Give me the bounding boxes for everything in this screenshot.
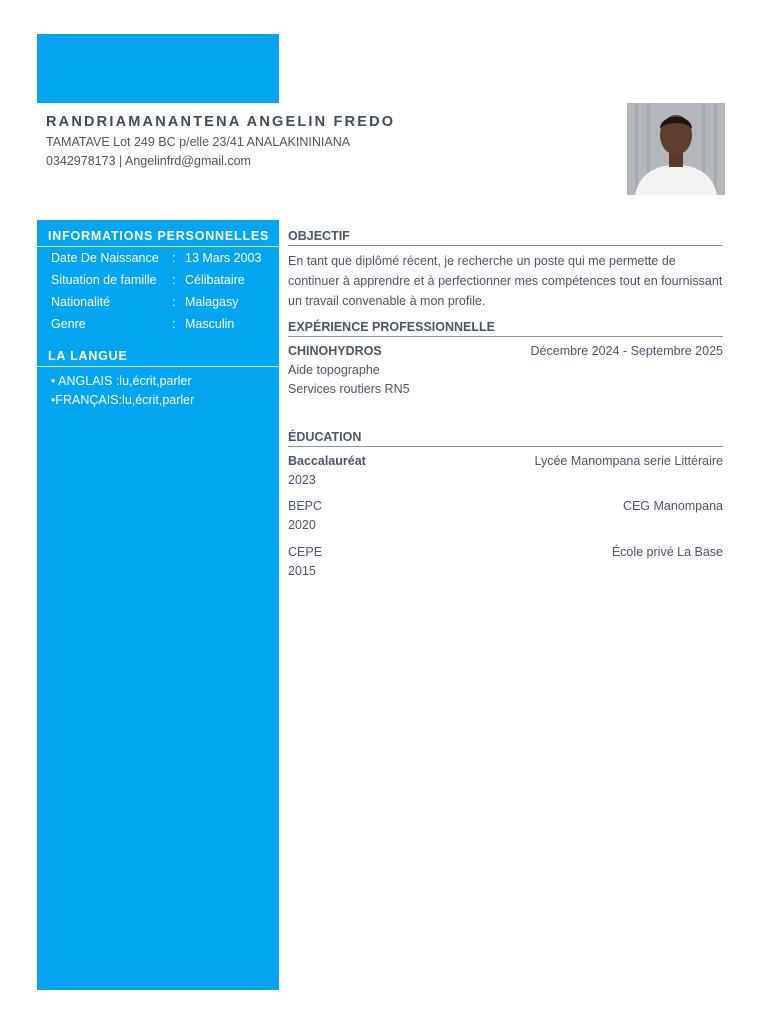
info-separator: : [172, 251, 176, 265]
info-value: Malagasy [185, 295, 239, 309]
experience-heading: EXPÉRIENCE PROFESSIONNELLE [288, 320, 723, 337]
sidebar-panel [37, 220, 279, 990]
education-year: 2015 [288, 564, 316, 578]
info-value: Célibataire [185, 273, 245, 287]
education-degree: CEPE [288, 545, 323, 559]
header-accent-block [37, 34, 279, 103]
info-separator: : [172, 317, 176, 331]
education-school: École privé La Base [611, 545, 723, 559]
language-french: •FRANÇAIS:lu,écrit,parler [51, 393, 195, 407]
education-degree: BEPC [288, 499, 323, 513]
education-year: 2020 [288, 518, 316, 532]
education-heading: ÉDUCATION [288, 430, 723, 447]
profile-photo-illustration [627, 103, 725, 195]
info-separator: : [172, 295, 176, 309]
education-school: CEG Manompana [622, 499, 723, 513]
info-separator: : [172, 273, 176, 287]
language-heading: LA LANGUE [37, 349, 279, 367]
info-label: Situation de famille [51, 273, 157, 287]
education-degree: Baccalauréat [288, 454, 366, 468]
education-year: 2023 [288, 473, 316, 487]
objective-heading: OBJECTIF [288, 229, 723, 246]
language-english: • ANGLAIS :lu,écrit,parler [51, 374, 192, 388]
info-label: Genre [51, 317, 86, 331]
experience-detail: Services routiers RN5 [288, 382, 410, 396]
experience-company: CHINOHYDROS [288, 344, 382, 358]
info-label: Nationalité [51, 295, 111, 309]
info-label: Date De Naissance [51, 251, 159, 265]
candidate-contact: 0342978173 | Angelinfrd@gmail.com [46, 154, 251, 168]
candidate-address: TAMATAVE Lot 249 BC p/elle 23/41 ANALAKININIANA [46, 135, 351, 149]
candidate-name: RANDRIAMANANTENA ANGELIN FREDO [46, 114, 396, 130]
info-value: Masculin [185, 317, 235, 331]
objective-text: En tant que diplômé récent, je recherche un poste qui me permette de continuer à apprendre et à perfectionner mes compétences tout en fournissant un travail convenable à mon profile. [288, 254, 723, 308]
info-value: 13 Mars 2003 [185, 251, 262, 265]
personal-info-heading: INFORMATIONS PERSONNELLES [37, 229, 279, 247]
experience-role: Aide topographe [288, 363, 380, 377]
education-school: Lycée Manompana serie Littéraire [534, 454, 723, 468]
profile-photo [627, 103, 725, 195]
experience-dates: Décembre 2024 - Septembre 2025 [530, 344, 723, 358]
